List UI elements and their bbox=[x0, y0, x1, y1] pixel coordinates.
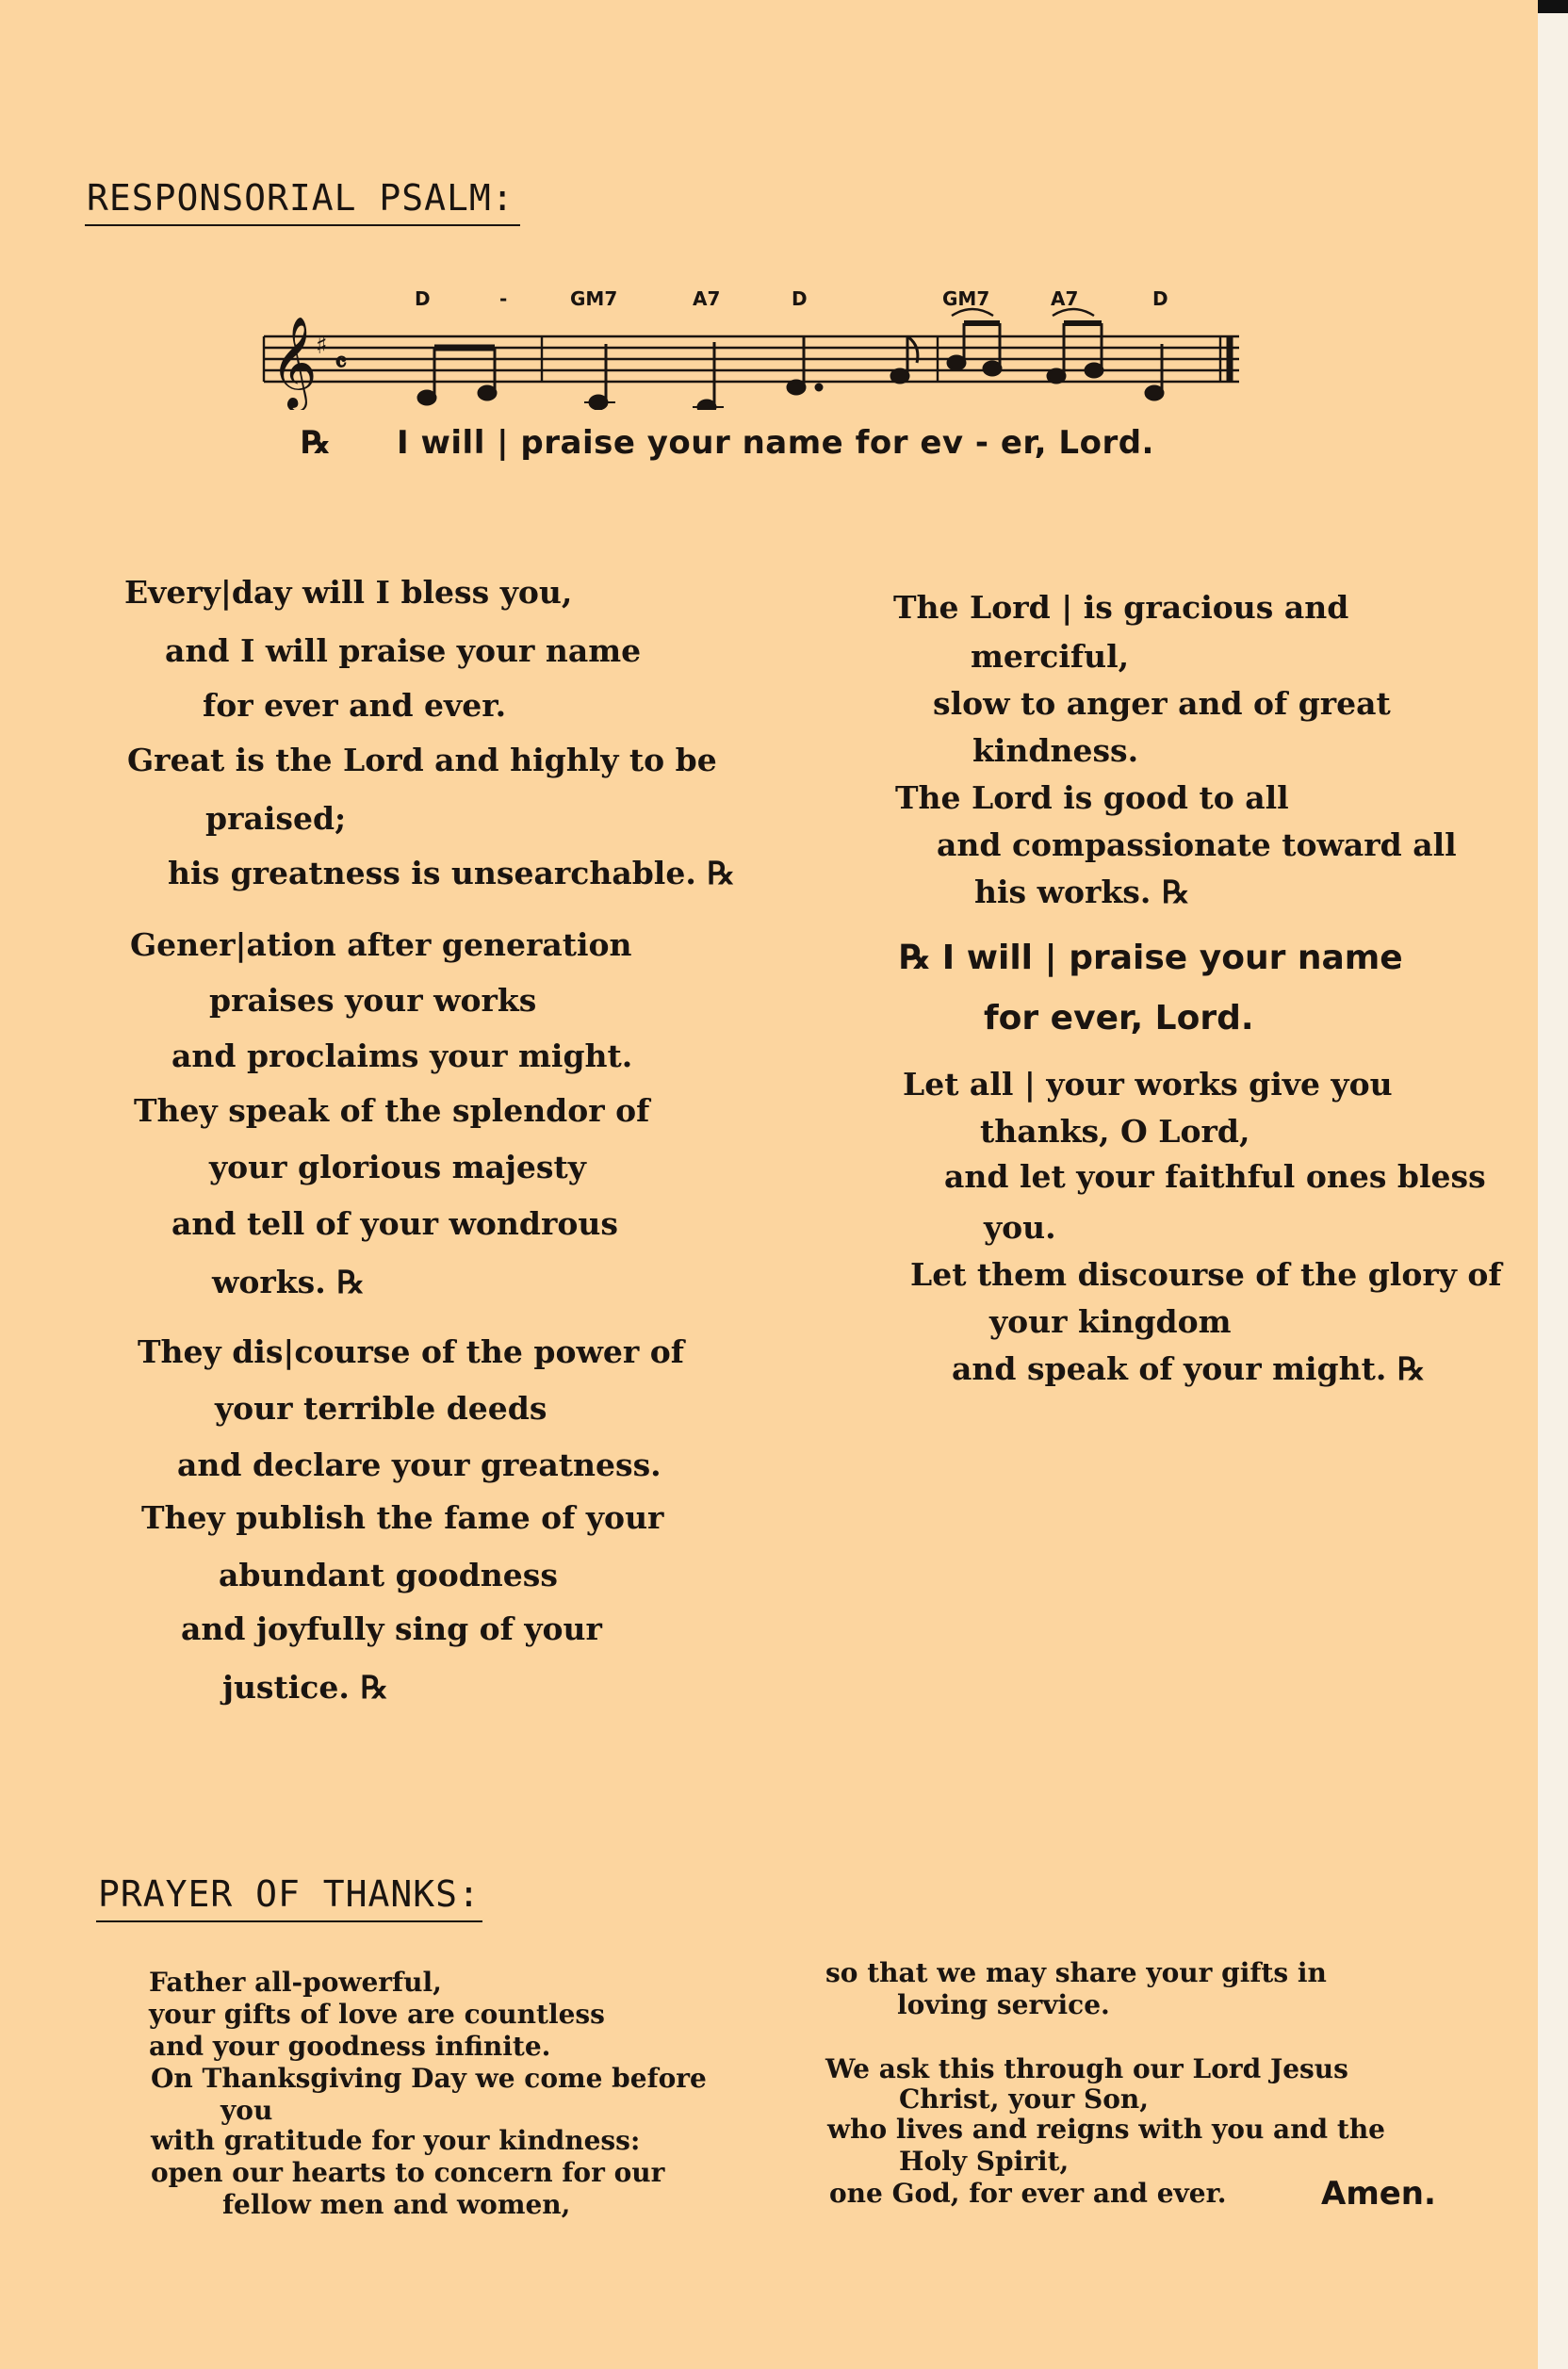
psalm-right-response: ℞ I will | praise your name bbox=[900, 939, 1403, 977]
verse-line: merciful, bbox=[971, 638, 1130, 675]
verse-line: and tell of your wondrous bbox=[172, 1205, 618, 1242]
svg-text:𝄴: 𝄴 bbox=[335, 347, 348, 380]
verse-line: your kingdom bbox=[989, 1303, 1232, 1340]
verse-line: for ever and ever. bbox=[203, 687, 507, 724]
prayer-line: and your goodness infinite. bbox=[149, 2031, 551, 2062]
chord-label: D bbox=[1152, 287, 1168, 310]
verse-line: you. bbox=[984, 1209, 1056, 1246]
psalm-right-response: for ever, Lord. bbox=[984, 999, 1254, 1037]
verse-line: praises your works bbox=[209, 982, 537, 1019]
prayer-line: Holy Spirit, bbox=[899, 2146, 1070, 2177]
prayer-line: so that we may share your gifts in bbox=[825, 1957, 1327, 1988]
prayer-line: On Thanksgiving Day we come before bbox=[151, 2063, 707, 2094]
verse-line: They publish the fame of your bbox=[141, 1499, 664, 1536]
verse-line: slow to anger and of great bbox=[933, 685, 1391, 722]
verse-line: and declare your greatness. bbox=[177, 1446, 662, 1483]
prayer-line: with gratitude for your kindness: bbox=[151, 2125, 641, 2156]
prayer-line: who lives and reigns with you and the bbox=[827, 2114, 1385, 2145]
chord-label: D bbox=[415, 287, 431, 310]
prayer-line: Christ, your Son, bbox=[899, 2083, 1150, 2115]
verse-line: your glorious majesty bbox=[209, 1149, 586, 1185]
prayer-heading: PRAYER OF THANKS: bbox=[98, 1873, 481, 1915]
verse-line: and let your faithful ones bless bbox=[944, 1158, 1486, 1195]
chord-label: GM7 bbox=[570, 287, 618, 310]
svg-text:𝄞: 𝄞 bbox=[270, 316, 318, 408]
verse-line: and speak of your might. ℞ bbox=[952, 1350, 1426, 1387]
verse-line: Great is the Lord and highly to be bbox=[127, 742, 717, 778]
svg-text:♯: ♯ bbox=[316, 332, 328, 360]
verse-line: praised; bbox=[205, 800, 347, 837]
prayer-line: Father all-powerful, bbox=[149, 1967, 442, 1998]
prayer-line: fellow men and women, bbox=[222, 2189, 571, 2220]
prayer-line: your gifts of love are countless bbox=[149, 1999, 605, 2030]
page-edge bbox=[1538, 0, 1568, 2369]
verse-line: They speak of the splendor of bbox=[134, 1092, 650, 1129]
chord-label: A7 bbox=[693, 287, 721, 310]
verse-line: kindness. bbox=[972, 732, 1139, 769]
verse-line: his greatness is unsearchable. ℞ bbox=[168, 855, 735, 891]
psalm-heading: RESPONSORIAL PSALM: bbox=[87, 177, 514, 219]
prayer-line: We ask this through our Lord Jesus bbox=[825, 2053, 1348, 2084]
verse-line: and proclaims your might. bbox=[172, 1037, 633, 1074]
prayer-line: open our hearts to concern for our bbox=[151, 2157, 665, 2188]
verse-line: The Lord | is gracious and bbox=[893, 589, 1349, 626]
response-text: I will | praise your name for ev - er, Lord. bbox=[396, 424, 1154, 462]
verse-line: Let them discourse of the glory of bbox=[910, 1256, 1502, 1293]
psalm-response-line bbox=[302, 424, 1154, 462]
chord-label: D bbox=[792, 287, 808, 310]
verse-line: and compassionate toward all bbox=[937, 826, 1457, 863]
verse-line: Gener|ation after generation bbox=[130, 926, 632, 963]
chord-label: GM7 bbox=[942, 287, 990, 310]
verse-line: your terrible deeds bbox=[215, 1390, 547, 1427]
verse-line: his works. ℞ bbox=[974, 874, 1190, 910]
chord-label: - bbox=[499, 287, 508, 310]
verse-line: The Lord is good to all bbox=[895, 779, 1289, 816]
verse-line: They dis|course of the power of bbox=[138, 1333, 684, 1370]
prayer-heading-underline bbox=[96, 1920, 482, 1922]
prayer-line: one God, for ever and ever. bbox=[829, 2178, 1227, 2209]
verse-line: Let all | your works give you bbox=[903, 1066, 1393, 1103]
prayer-line: you bbox=[220, 2095, 273, 2126]
verse-line: thanks, O Lord, bbox=[980, 1113, 1250, 1150]
verse-line: and I will praise your name bbox=[165, 632, 642, 669]
verse-line: justice. ℞ bbox=[222, 1669, 388, 1706]
prayer-line: loving service. bbox=[897, 1989, 1110, 2020]
chord-label: A7 bbox=[1051, 287, 1079, 310]
verse-line: and joyfully sing of your bbox=[181, 1610, 602, 1647]
verse-line: Every|day will I bless you, bbox=[124, 574, 573, 611]
scan-corner bbox=[1538, 0, 1568, 13]
psalm-heading-underline bbox=[85, 224, 520, 226]
staff-notation bbox=[259, 278, 1239, 410]
verse-line: works. ℞ bbox=[212, 1264, 365, 1300]
music-staff bbox=[259, 278, 1239, 438]
verse-line: abundant goodness bbox=[219, 1557, 558, 1593]
prayer-amen: Amen. bbox=[1321, 2175, 1436, 2213]
response-symbol: ℞ bbox=[302, 424, 331, 462]
